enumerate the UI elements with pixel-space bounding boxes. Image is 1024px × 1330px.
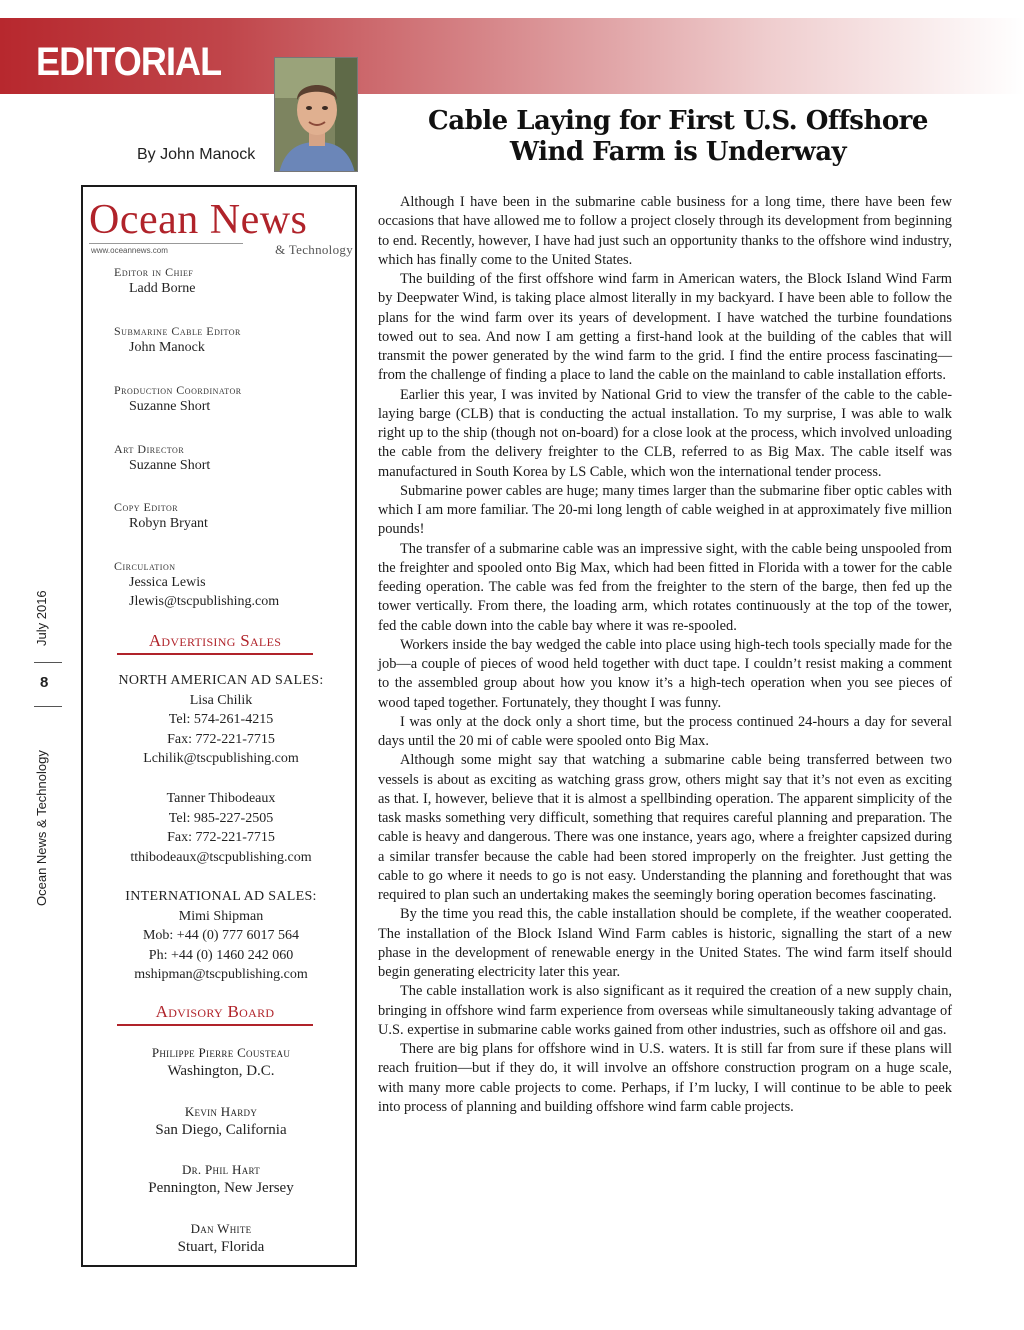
article-paragraph: Although I have been in the submarine cable business for a long time, there have been few occasions that have allowed me to follow a project closely through its development from beginning to end. Recently, however, I have had just such an opportunity thanks to the offshore wind industry, which has finally come to the United States. bbox=[378, 194, 952, 268]
article-paragraph: By the time you read this, the cable installation should be complete, if the weather cooperated. The installation of the Block Island Wind Farm cables is historic, signalling the start of a new phase in the development of renewable energy in the United States. The wind farm itself should begin generating electricity later this year. bbox=[378, 906, 952, 980]
staff-role: Submarine Cable Editor bbox=[114, 324, 241, 338]
staff-entry bbox=[114, 324, 354, 357]
staff-entry bbox=[114, 559, 354, 611]
advertising-sales-heading: Advertising Sales bbox=[117, 632, 313, 655]
editorial-banner bbox=[0, 18, 1024, 94]
north-american-sales bbox=[87, 671, 355, 769]
staff-name: Ladd Borne bbox=[129, 281, 196, 296]
board-member-location: Washington, D.C. bbox=[167, 1063, 275, 1079]
board-member-name: Dr. Phil Hart bbox=[181, 1162, 261, 1177]
sales-rep-fax: Fax: 772-221-7715 bbox=[167, 830, 275, 845]
issue-date: July 2016 bbox=[34, 590, 49, 646]
staff-entry bbox=[114, 383, 354, 416]
board-member bbox=[87, 1221, 355, 1257]
sales-rep-email-link[interactable]: tthibodeaux@tscpublishing.com bbox=[130, 849, 312, 865]
board-member-location: San Diego, California bbox=[155, 1122, 287, 1138]
staff-role: Production Coordinator bbox=[114, 383, 242, 397]
staff-role: Editor in Chief bbox=[114, 265, 194, 279]
article-paragraph: There are big plans for offshore wind in U.S. waters. It is still far from sure if these plans will reach fruition—but if they do, it will involve an offshore construction program on a huge scale, with many more cable projects to come. Perhaps, if I’m lucky, I will continue to be able to peek into process of planning and building offshore wind farm cable projects. bbox=[378, 1041, 952, 1115]
article-body bbox=[378, 193, 952, 1117]
article-paragraph: Workers inside the bay wedged the cable into place using high-tech tools specially made for the job—a couple of pieces of wood held together with duct tape. I couldn’t resist making a comment to the assembled group about how you know it’s a high-tech operation when you see pieces of wood taped together. Fortunately, they thought I was funny. bbox=[378, 636, 952, 711]
sales-rep-mobile: Mob: +44 (0) 777 6017 564 bbox=[142, 928, 300, 943]
logo-main-text: Ocean News bbox=[89, 197, 308, 243]
sales-rep-block bbox=[87, 789, 355, 867]
author-photo bbox=[274, 57, 358, 172]
article-paragraph: Submarine power cables are huge; many times larger than the submarine fiber optic cables with which I am more familiar. The 20-mi long length of cable weighed in at approximately five million pounds! bbox=[378, 482, 952, 538]
masthead-box bbox=[81, 185, 357, 1267]
sales-rep-email-link[interactable]: mshipman@tscpublishing.com bbox=[134, 967, 308, 982]
article-paragraph: Earlier this year, I was invited by National Grid to view the transfer of the cable to the cable-laying barge (CLB) that is conducting the actual installation. To my surprise, I was able to walk right up to the ship (though not on-board) for a close look at the process, which involved unloading the cable from the delivery freighter to the CLB, referred to as Big Max. The cable itself was manufactured in South Korea by LS Cable, which won the international tender process. bbox=[378, 386, 952, 480]
banner-title: EDITORIAL bbox=[36, 40, 222, 84]
article-paragraph: The transfer of a submarine cable was an impressive sight, with the cable being unspooled from the freighter and spooled onto Big Max, which had been fitted in Florida with a tower for the cable feeding operation. The cable was fed from the freighter to the stern of the barge, then fed up the tower vertically. From there, the loading arm, which rotates continuously at the top of the tower, fed the cable down into the cable bay where it was re-spooled. bbox=[378, 540, 952, 634]
headline-line-2: Wind Farm is Underway bbox=[509, 137, 847, 167]
board-member bbox=[87, 1162, 355, 1198]
staff-entry bbox=[114, 442, 354, 475]
logo-url: www.oceannews.com bbox=[91, 246, 168, 255]
page-number: 8 bbox=[40, 674, 49, 691]
staff-name: Suzanne Short bbox=[129, 458, 211, 473]
board-member-name: Philippe Pierre Cousteau bbox=[151, 1045, 291, 1060]
side-rule-bottom bbox=[34, 706, 62, 707]
logo-subtitle: & Technology bbox=[275, 242, 353, 257]
article-paragraph: I was only at the dock only a short time, but the process continued 24-hours a day for several days until the 20 mi of cable were spooled onto Big Max. bbox=[378, 713, 952, 749]
article-headline bbox=[378, 106, 978, 168]
advisory-board-heading: Advisory Board bbox=[117, 1003, 313, 1026]
staff-role: Circulation bbox=[114, 559, 176, 573]
headline-line-1: Cable Laying for First U.S. Offshore bbox=[428, 106, 928, 136]
staff-name: Suzanne Short bbox=[129, 399, 211, 414]
staff-email-link[interactable]: Jlewis@tscpublishing.com bbox=[129, 594, 280, 609]
staff-name: Robyn Bryant bbox=[129, 516, 208, 531]
international-sales bbox=[87, 887, 355, 985]
ocean-news-logo bbox=[89, 199, 353, 259]
staff-entry bbox=[114, 265, 354, 298]
na-sales-label: NORTH AMERICAN AD SALES: bbox=[118, 673, 324, 688]
author-portrait-graphic bbox=[275, 58, 358, 172]
article-paragraph: The cable installation work is also significant as it required the creation of a new supply chain, bringing in offshore wind farm experience from overseas while simultaneously taking advantage of U.S. expertise in submarine cable works gained from other industries, such as offshore oil and gas. bbox=[378, 983, 952, 1038]
sales-rep-fax: Fax: 772-221-7715 bbox=[167, 731, 275, 747]
board-member-location: Stuart, Florida bbox=[177, 1239, 265, 1255]
article-paragraph: The building of the first offshore wind farm in American waters, the Block Island Wind Farm by Deepwater Wind, is taking place almost literally in my backyard. I have been able to follow the plans for the wind farm over its years of development. I have watched the turbine foundations towed out to sea. And now I am getting a first-hand look at the building of the cables that will transmit the power generated by the wind farm to the grid. I find the entire process fascinating—from the challenge of finding a place to land the cable on the mainland to cable installation efforts. bbox=[378, 271, 952, 384]
publication-name: Ocean News & Technology bbox=[34, 750, 49, 906]
sales-rep-phone: Ph: +44 (0) 1460 242 060 bbox=[148, 947, 294, 963]
sales-rep-tel: Tel: 985-227-2505 bbox=[168, 810, 274, 826]
logo-rule bbox=[89, 243, 243, 244]
staff-name: John Manock bbox=[129, 340, 205, 355]
board-member-name: Kevin Hardy bbox=[184, 1104, 258, 1119]
article-paragraph: Although some might say that watching a submarine cable being transferred between two vessels is about as exciting as watching grass grow, others might say that it’s not even as exciting as that. I, however, believe that it is almost a spellbinding operation. The apparent simplicity of the task masks something very difficult, something that requires careful planning and preparation. The cable is heavy and dangerous. There was one instance, years ago, where a freighter capsized during a similar transfer because the cable had been stored improperly on the freighter. Just getting the cable to go where it needs to go is not easy. Understanding the planning and forethought that was required to plan such an undertaking makes the seemingly boring operation becomes fascinating. bbox=[378, 752, 952, 903]
board-member-name: Dan White bbox=[190, 1221, 252, 1236]
sales-rep-name: Lisa Chilik bbox=[189, 692, 253, 708]
byline: By John Manock bbox=[137, 146, 256, 163]
staff-role: Art Director bbox=[114, 442, 185, 456]
sales-rep-name: Mimi Shipman bbox=[178, 908, 264, 924]
sales-rep-tel: Tel: 574-261-4215 bbox=[168, 712, 274, 727]
board-member bbox=[87, 1045, 355, 1081]
board-member bbox=[87, 1104, 355, 1140]
staff-role: Copy Editor bbox=[114, 500, 179, 514]
side-rule-top bbox=[34, 662, 62, 663]
staff-entry bbox=[114, 500, 354, 533]
intl-sales-label: INTERNATIONAL AD SALES: bbox=[125, 889, 317, 904]
staff-name: Jessica Lewis bbox=[129, 575, 206, 590]
sales-rep-name: Tanner Thibodeaux bbox=[166, 791, 276, 806]
sales-rep-email-link[interactable]: Lchilik@tscpublishing.com bbox=[143, 751, 299, 766]
board-member-location: Pennington, New Jersey bbox=[148, 1180, 294, 1196]
